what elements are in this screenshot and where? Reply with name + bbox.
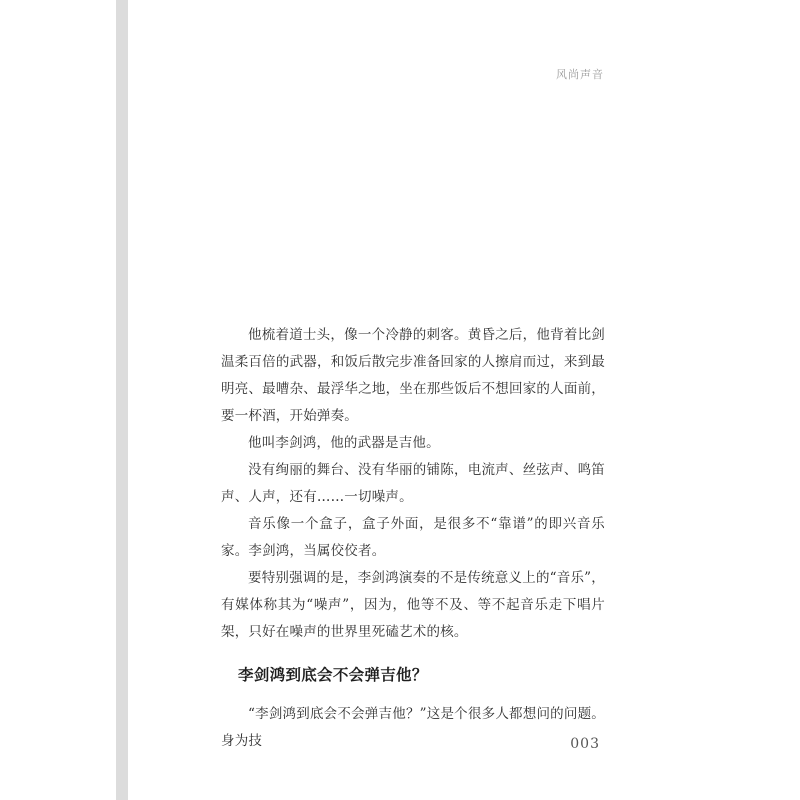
paragraph-2: 他叫李剑鸿，他的武器是吉他。 — [248, 435, 440, 451]
running-header: 风尚声音 — [556, 68, 604, 81]
section-heading: 李剑鸿到底会不会弹吉他？ — [238, 665, 428, 684]
page-number: 003 — [570, 736, 600, 752]
body-text — [221, 322, 605, 755]
paragraph-4: 音乐像一个盒子，盒子外面，是很多不“靠谱”的即兴音乐家。李剑鸿，当属佼佼者。 — [221, 516, 605, 559]
section-paragraph: “李剑鸿到底会不会弹吉他？”这是个很多人都想问的问题。身为技 — [221, 706, 605, 749]
paragraph-5: 要特别强调的是，李剑鸿演奏的不是传统意义上的“音乐”，有媒体称其为“噪声”，因为，他等不及、等不起音乐走下唱片架，只好在噪声的世界里死磕艺术的核。 — [221, 570, 605, 640]
paragraph-1: 他梳着道士头，像一个冷静的刺客。黄昏之后，他背着比剑温柔百倍的武器，和饭后散完步准备回家的人擦肩而过，来到最明亮、最嘈杂、最浮华之地，坐在那些饭后不想回家的人面前，要一杯酒，开始弹奏。 — [221, 327, 605, 424]
paragraph-3: 没有绚丽的舞台、没有华丽的铺陈，电流声、丝弦声、鸣笛声、人声，还有……一切噪声。 — [221, 462, 605, 505]
page-spine-strip — [116, 0, 128, 800]
